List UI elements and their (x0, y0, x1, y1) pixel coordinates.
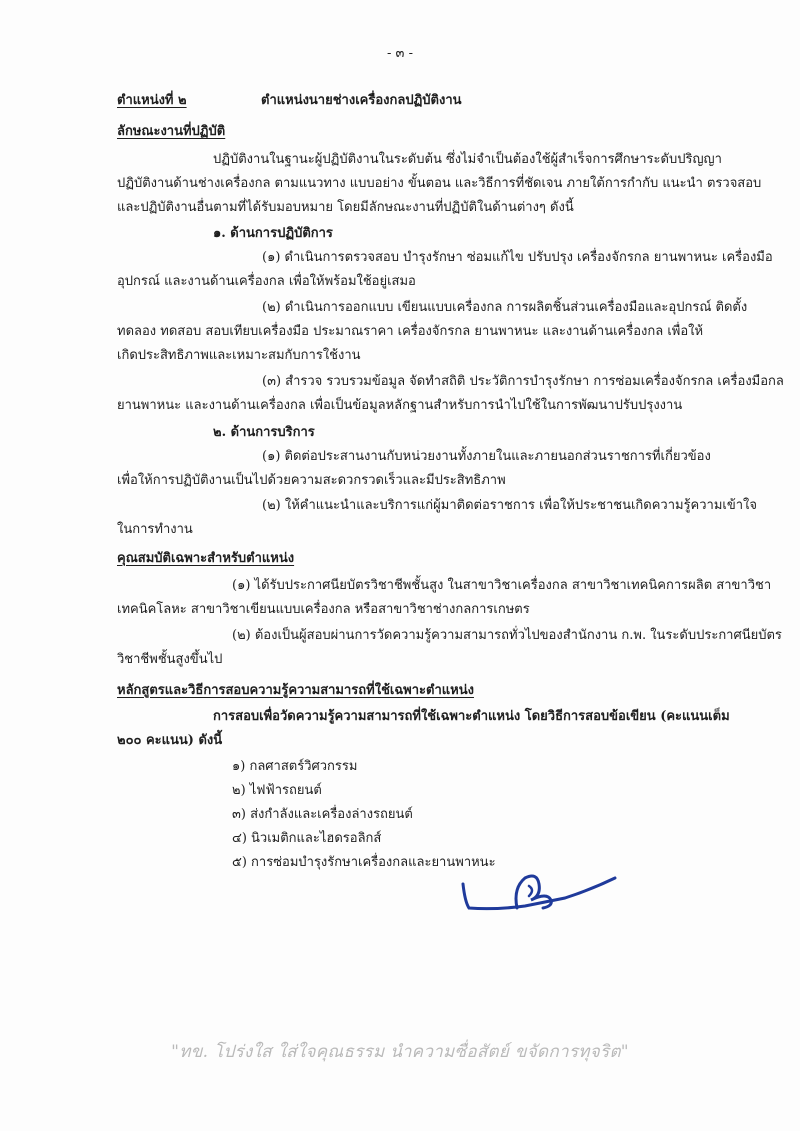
operations-item-1-cont: อุปกรณ์ และงานด้านเครื่องกล เพื่อให้พร้อมใช้อยู่เสมอ (117, 274, 416, 289)
qualification-item-1: (๑) ได้รับประกาศนียบัตรวิชาชีพชั้นสูง ในสาขาวิชาเครื่องกล สาขาวิชาเทคนิคการผลิต สาขาวิชา (232, 578, 772, 593)
exam-subject-2: ๒) ไฟฟ้ารถยนต์ (232, 783, 322, 798)
job-nature-intro-line: ปฏิบัติงานในฐานะผู้ปฏิบัติงานในระดับต้น ซึ่งไม่จำเป็นต้องใช้ผู้สำเร็จการศึกษาระดับปริญญา (213, 152, 722, 167)
exam-subject-4: ๔) นิวเมติกและไฮดรอลิกส์ (232, 831, 382, 846)
exam-subject-3: ๓) ส่งกำลังและเครื่องล่างรถยนต์ (232, 807, 413, 822)
page-number: - ๓ - (387, 46, 413, 61)
signature-icon (455, 862, 625, 922)
operations-item-2-cont: ทดลอง ทดสอบ สอบเทียบเครื่องมือ ประมาณราคา เครื่องจักรกล ยานพาหนะ และงานด้านเครื่องกล เพื่อให้ (117, 324, 704, 339)
operations-item-3: (๓) สำรวจ รวบรวมข้อมูล จัดทำสถิติ ประวัติการบำรุงรักษา การซ่อมเครื่องจักรกล เครื่องมือกล (262, 374, 784, 389)
service-item-2: (๒) ให้คำแนะนำและบริการแก่ผู้มาติดต่อราชการ เพื่อให้ประชาชนเกิดความรู้ความเข้าใจ (262, 498, 758, 513)
section-service-heading: ๒. ด้านการบริการ (213, 425, 315, 440)
exam-intro-line: การสอบเพื่อวัดความรู้ความสามารถที่ใช้เฉพาะตำแหน่ง โดยวิธีการสอบข้อเขียน (คะแนนเต็ม (213, 709, 730, 724)
operations-item-2: (๒) ดำเนินการออกแบบ เขียนแบบเครื่องกล การผลิตชิ้นส่วนเครื่องมือและอุปกรณ์ ติดตั้ง (262, 300, 748, 315)
operations-item-1: (๑) ดำเนินการตรวจสอบ บำรุงรักษา ซ่อมแก้ไข ปรับปรุง เครื่องจักรกล ยานพาหนะ เครื่องมือ (262, 250, 773, 265)
job-nature-intro-line: และปฏิบัติงานอื่นตามที่ได้รับมอบหมาย โดยมีลักษณะงานที่ปฏิบัติในด้านต่างๆ ดังนี้ (117, 200, 574, 215)
service-item-1: (๑) ติดต่อประสานงานกับหน่วยงานทั้งภายในและภายนอกส่วนราชการที่เกี่ยวข้อง (262, 449, 711, 464)
qualifications-heading: คุณสมบัติเฉพาะสำหรับตำแหน่ง (117, 551, 295, 566)
exam-subject-1: ๑) กลศาสตร์วิศวกรรม (232, 759, 358, 774)
job-nature-heading: ลักษณะงานที่ปฏิบัติ (117, 124, 226, 139)
section-operations-heading: ๑. ด้านการปฏิบัติการ (213, 226, 333, 241)
operations-item-2-cont: เกิดประสิทธิภาพและเหมาะสมกับการใช้งาน (117, 348, 361, 363)
exam-intro-line: ๒๐๐ คะแนน) ดังนี้ (117, 733, 223, 748)
position-label: ตำแหน่งที่ ๒ (117, 93, 187, 108)
position-title: ตำแหน่งนายช่างเครื่องกลปฏิบัติงาน (261, 93, 462, 108)
service-item-1-cont: เพื่อให้การปฏิบัติงานเป็นไปด้วยความสะดวกรวดเร็วและมีประสิทธิภาพ (117, 473, 506, 488)
qualification-item-2-cont: วิชาชีพชั้นสูงขึ้นไป (117, 652, 223, 667)
footer-motto: "ทข. โปร่งใส ใส่ใจคุณธรรม นำความซื่อสัตย์ ขจัดการทุจริต" (171, 1042, 629, 1062)
service-item-2-cont: ในการทำงาน (117, 522, 193, 537)
qualification-item-1-cont: เทคนิคโลหะ สาขาวิชาเขียนแบบเครื่องกล หรือสาขาวิชาช่างกลการเกษตร (117, 602, 530, 617)
exam-heading: หลักสูตรและวิธีการสอบความรู้ความสามารถที่ใช้เฉพาะตำแหน่ง (117, 683, 474, 698)
qualification-item-2: (๒) ต้องเป็นผู้สอบผ่านการวัดความรู้ความสามารถทั่วไปของสำนักงาน ก.พ. ในระดับประกาศนียบัตร (232, 628, 782, 643)
exam-subject-5: ๕) การซ่อมบำรุงรักษาเครื่องกลและยานพาหนะ (232, 855, 496, 870)
job-nature-intro-line: ปฏิบัติงานด้านช่างเครื่องกล ตามแนวทาง แบบอย่าง ขั้นตอน และวิธีการที่ชัดเจน ภายใต้การกำกับ แนะนำ ตรวจสอบ (117, 176, 762, 191)
operations-item-3-cont: ยานพาหนะ และงานด้านเครื่องกล เพื่อเป็นข้อมูลหลักฐานสำหรับการนำไปใช้ในการพัฒนาปรับปรุงงาน (117, 398, 683, 413)
